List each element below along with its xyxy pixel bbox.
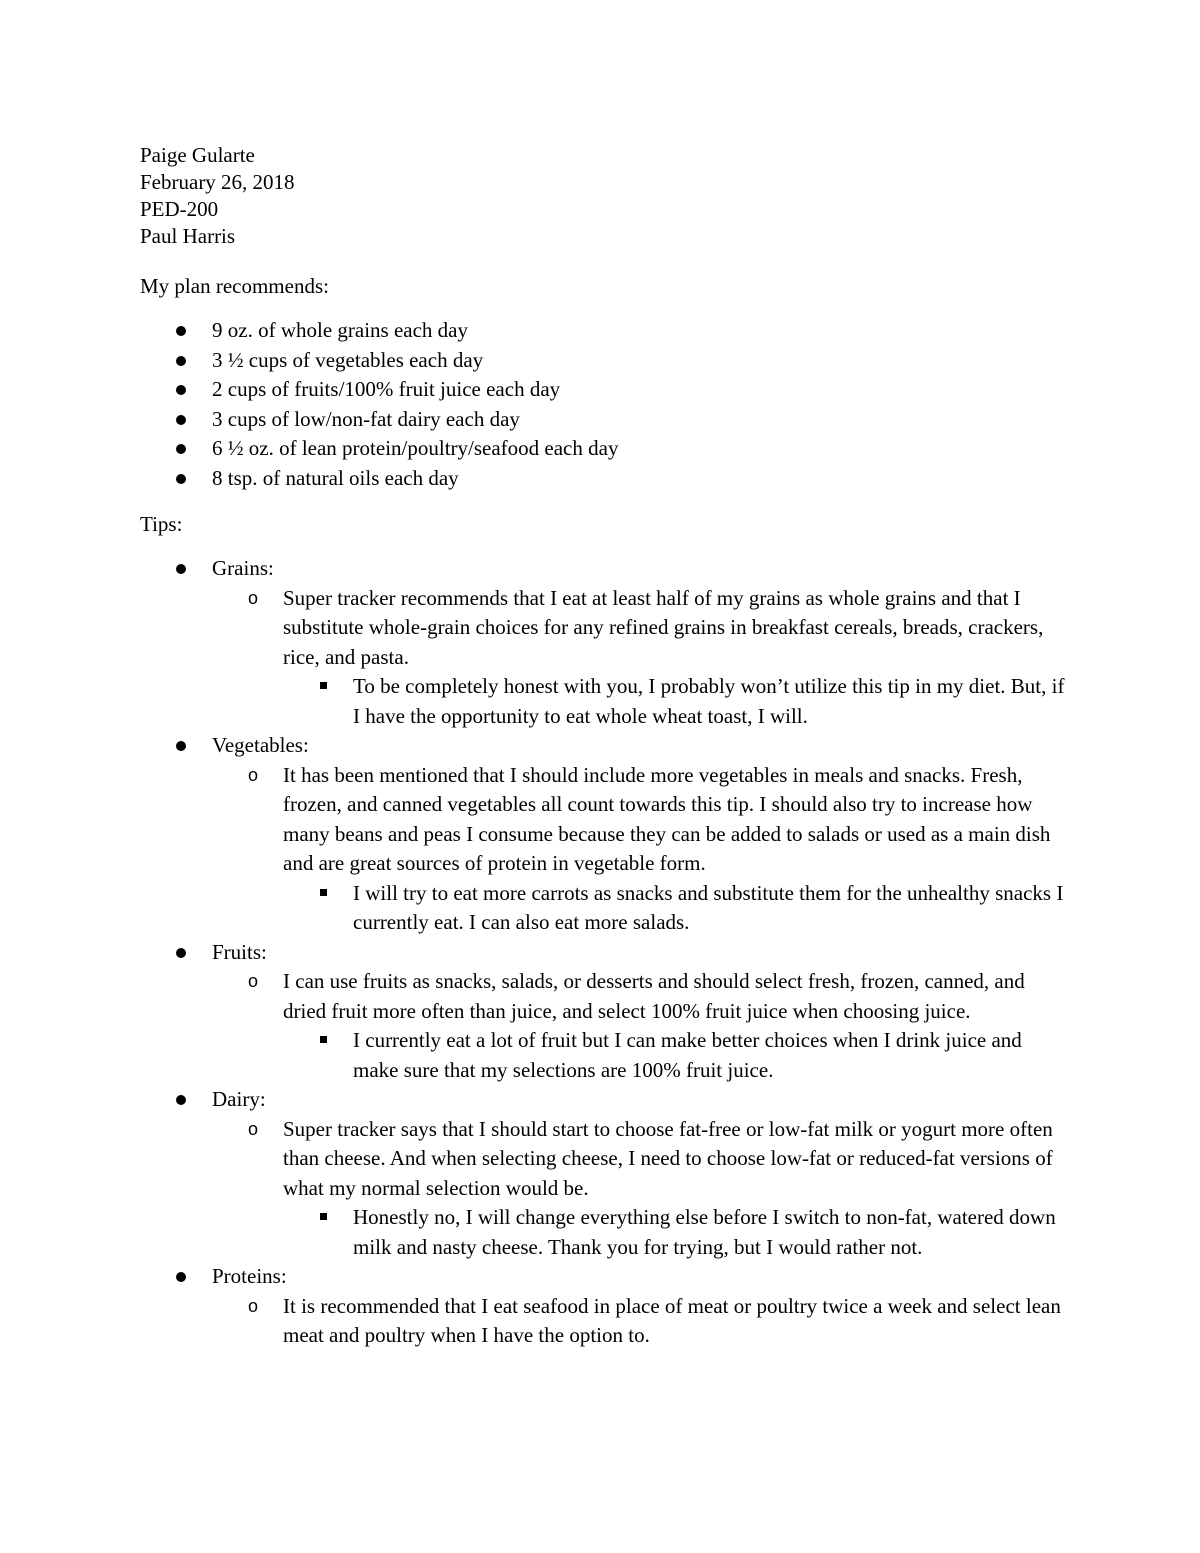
tip-response	[140, 1203, 1070, 1262]
plan-item-text: 3 ½ cups of vegetables each day	[212, 347, 484, 372]
tip-advice-text: It is recommended that I eat seafood in place of meat or poultry twice a week and select lean meat and poultry when I have the option to.	[283, 1293, 1061, 1347]
plan-heading: My plan recommends:	[140, 274, 329, 298]
tips-list	[140, 554, 1070, 1351]
plan-item-text: 2 cups of fruits/100% fruit juice each day	[212, 377, 561, 401]
tip-vegetables	[140, 731, 1070, 938]
bullet-disc-icon	[176, 564, 186, 574]
tip-advice	[140, 584, 1070, 732]
tip-grains	[140, 554, 1070, 731]
bullet-circle-icon: o	[248, 1295, 259, 1316]
tip-advice-text: It has been mentioned that I should include more vegetables in meals and snacks. Fresh, frozen, and canned vegetables all count towards this tip. I should also try to increase how many beans and peas I consume because they can be added to salads or used as a main dish and are great sources of protein in vegetable form.	[283, 762, 1051, 875]
bullet-circle-icon: o	[248, 587, 259, 608]
bullet-disc-icon	[176, 474, 186, 484]
plan-item	[140, 375, 1070, 405]
plan-item	[140, 405, 1070, 435]
tip-fruits	[140, 938, 1070, 1086]
plan-item-text: 9 oz. of whole grains each day	[212, 318, 468, 342]
tip-label: Dairy:	[212, 1087, 266, 1111]
tip-response	[140, 1026, 1070, 1085]
document-page	[140, 142, 1070, 1351]
bullet-disc-icon	[176, 356, 186, 366]
bullet-square-icon	[320, 889, 327, 896]
document-date: February 26, 2018	[140, 170, 295, 194]
tip-label: Fruits:	[212, 939, 267, 964]
plan-item	[140, 316, 1070, 346]
tip-advice-text: Super tracker recommends that I eat at least half of my grains as whole grains and that I substitute whole-grain choices for any refined grains in breakfast cereals, breads, crackers, rice, and pasta.	[283, 585, 1044, 669]
bullet-disc-icon	[176, 444, 186, 454]
course-code: PED-200	[140, 197, 219, 221]
tip-response	[140, 879, 1070, 938]
tip-response-text: I currently eat a lot of fruit but I can make better choices when I drink juice and make sure that my selections are 100% fruit juice.	[353, 1028, 1022, 1082]
tip-advice	[140, 1292, 1070, 1351]
student-name: Paige Gularte	[140, 143, 255, 167]
tip-label: Proteins:	[212, 1264, 287, 1288]
tip-response-text: I will try to eat more carrots as snacks and substitute them for the unhealthy snacks I currently eat. I can also eat more salads.	[353, 880, 1064, 934]
bullet-circle-icon: o	[248, 971, 259, 991]
bullet-disc-icon	[176, 1095, 186, 1105]
document-header	[140, 142, 1070, 250]
bullet-disc-icon	[176, 385, 186, 395]
tip-label: Grains:	[212, 556, 274, 580]
plan-list	[140, 316, 1070, 493]
tip-advice-text: I can use fruits as snacks, salads, or desserts and should select fresh, frozen, canned, and dried fruit more often than juice, and select 100% fruit juice when choosing juice.	[283, 969, 1025, 1023]
tip-response-text: To be completely honest with you, I probably won’t utilize this tip in my diet. But, if I have the opportunity to eat whole wheat toast, I will.	[353, 674, 1065, 728]
bullet-disc-icon	[176, 741, 186, 751]
tip-response	[140, 672, 1070, 731]
tip-label: Vegetables:	[212, 733, 309, 757]
plan-item	[140, 464, 1070, 494]
bullet-circle-icon: o	[248, 764, 259, 785]
tip-dairy	[140, 1085, 1070, 1262]
bullet-disc-icon	[176, 1272, 186, 1282]
bullet-disc-icon	[176, 415, 186, 425]
plan-item	[140, 434, 1070, 464]
bullet-square-icon	[320, 1036, 327, 1043]
bullet-square-icon	[320, 1213, 327, 1220]
tip-proteins	[140, 1262, 1070, 1351]
tip-response-text: Honestly no, I will change everything else before I switch to non-fat, watered down milk and nasty cheese. Thank you for trying, but I would rather not.	[353, 1205, 1056, 1259]
plan-item-text: 3 cups of low/non-fat dairy each day	[212, 406, 520, 431]
plan-item-text: 8 tsp. of natural oils each day	[212, 465, 459, 490]
bullet-circle-icon: o	[248, 1118, 259, 1139]
instructor-name: Paul Harris	[140, 224, 236, 248]
tip-advice	[140, 761, 1070, 938]
plan-item-text: 6 ½ oz. of lean protein/poultry/seafood each day	[212, 436, 619, 460]
tip-advice	[140, 1115, 1070, 1263]
plan-item	[140, 346, 1070, 376]
bullet-square-icon	[320, 682, 327, 689]
tip-advice	[140, 967, 1070, 1085]
bullet-disc-icon	[176, 326, 186, 336]
tip-advice-text: Super tracker says that I should start to choose fat-free or low-fat milk or yogurt more often than cheese. And when selecting cheese, I need to choose low-fat or reduced-fat versions of what my normal selection would be.	[283, 1116, 1053, 1200]
bullet-disc-icon	[176, 948, 186, 958]
tips-heading: Tips:	[140, 512, 183, 536]
